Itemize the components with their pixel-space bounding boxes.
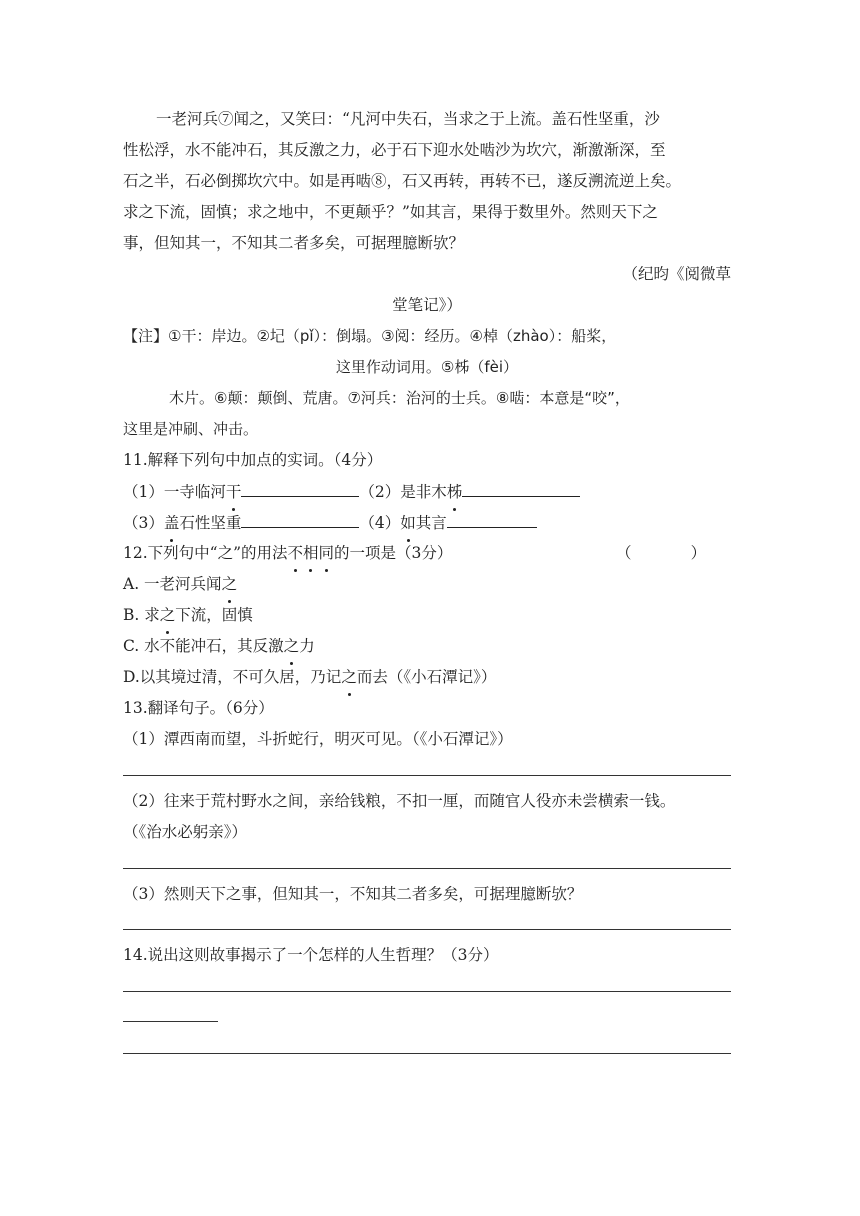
dotted-char: 同 xyxy=(319,538,335,569)
dotted-char: 盖 xyxy=(164,508,180,539)
question-title: 14.说出这则故事揭示了一个怎样的人生哲理？（3分） xyxy=(123,946,499,964)
q13-sentence-1: （1）潭西南而望，斗折蛇行，明灭可见。（《小石潭记》） xyxy=(123,730,513,748)
option-d[interactable]: D.以其境过清，不可久居，乃记之而去（《小石潭记》） xyxy=(123,662,731,693)
answer-blank[interactable] xyxy=(447,507,537,528)
passage-line: 事，但知其一，不知其二者多矣，可据理臆断欤？ xyxy=(123,234,465,252)
answer-blank[interactable] xyxy=(462,476,580,497)
option-c[interactable]: C. 水不能冲石，其反激之力 xyxy=(123,631,731,662)
question-14 xyxy=(123,930,731,1054)
question-11 xyxy=(123,445,731,538)
passage-line: 性松浮，水不能冲石，其反激之力，必于石下迎水处啮沙为坎穴，渐激渐深，至 xyxy=(123,141,666,159)
question-title: 11.解释下列句中加点的实词。（4分） xyxy=(123,451,383,469)
note-line: 木片。⑥颠：颠倒、荒唐。⑦河兵：治河的士兵。⑧啮：本意是“咬”， xyxy=(169,389,630,407)
dotted-char: 如 xyxy=(400,508,416,539)
q11-row-1: （1）一寺临河干 （2）是非木柹 xyxy=(123,476,731,507)
dotted-char: 之 xyxy=(341,662,357,693)
passage-line: 石之半，石必倒掷坎穴中。如是再啮⑧，石又再转，再转不已，遂反溯流逆上矣。 xyxy=(123,172,682,190)
dotted-char: 干 xyxy=(226,477,242,508)
question-title: 13.翻译句子。（6分） xyxy=(123,699,274,717)
dotted-char: 之 xyxy=(160,600,176,631)
option-a[interactable]: A. 一老河兵闻之 xyxy=(123,569,731,600)
answer-blank[interactable] xyxy=(241,507,359,528)
option-b[interactable]: B. 求之下流，固慎 xyxy=(123,600,731,631)
answer-blank[interactable] xyxy=(241,476,359,497)
source-citation: （纪昀《阅微草 xyxy=(622,265,731,283)
dotted-char: 柹 xyxy=(447,477,463,508)
q11-row-2: （3）盖石性坚重 （4）如其言 xyxy=(123,507,731,538)
passage-line: 求之下流，固慎；求之地中，不更颠乎？”如其言，果得于数里外。然则天下之 xyxy=(123,203,658,221)
question-13 xyxy=(123,693,731,930)
dotted-char: 之 xyxy=(222,569,238,600)
question-12 xyxy=(123,538,731,693)
q13-sentence-2: （2）往来于荒村野水之间，亲给钱粮，不扣一厘，而随官人役亦未尝横索一钱。 xyxy=(123,792,676,810)
note-line: 这里作动词用。⑤柹（fèi） xyxy=(335,358,519,376)
source-citation-cont: 堂笔记》） xyxy=(392,296,462,314)
q13-sentence-3: （3）然则天下之事，但知其一，不知其二者多矣，可据理臆断欤？ xyxy=(123,885,583,903)
question-title: 12.下列句中“之”的用法不相同的一项是（3分） （ ） xyxy=(123,538,731,569)
dotted-char: 之 xyxy=(284,631,300,662)
passage-line: 一老河兵⑦闻之，又笑曰：“凡河中失石，当求之于上流。盖石性坚重，沙 xyxy=(156,110,660,128)
answer-bracket[interactable]: （ ） xyxy=(616,544,707,562)
notes xyxy=(123,321,731,445)
answer-line[interactable] xyxy=(123,1053,731,1054)
dotted-char: 不 xyxy=(288,538,304,569)
exam-content xyxy=(123,104,731,1054)
q13-sentence-2-source: （《治水必躬亲》） xyxy=(123,823,248,841)
passage xyxy=(123,104,731,321)
note-line: 这里是冲刷、冲击。 xyxy=(123,420,259,438)
note-line: 【注】①干：岸边。②圮（pǐ）：倒塌。③阅：经历。④棹（zhào）：船桨， xyxy=(123,327,617,345)
dotted-char: 相 xyxy=(303,538,319,569)
